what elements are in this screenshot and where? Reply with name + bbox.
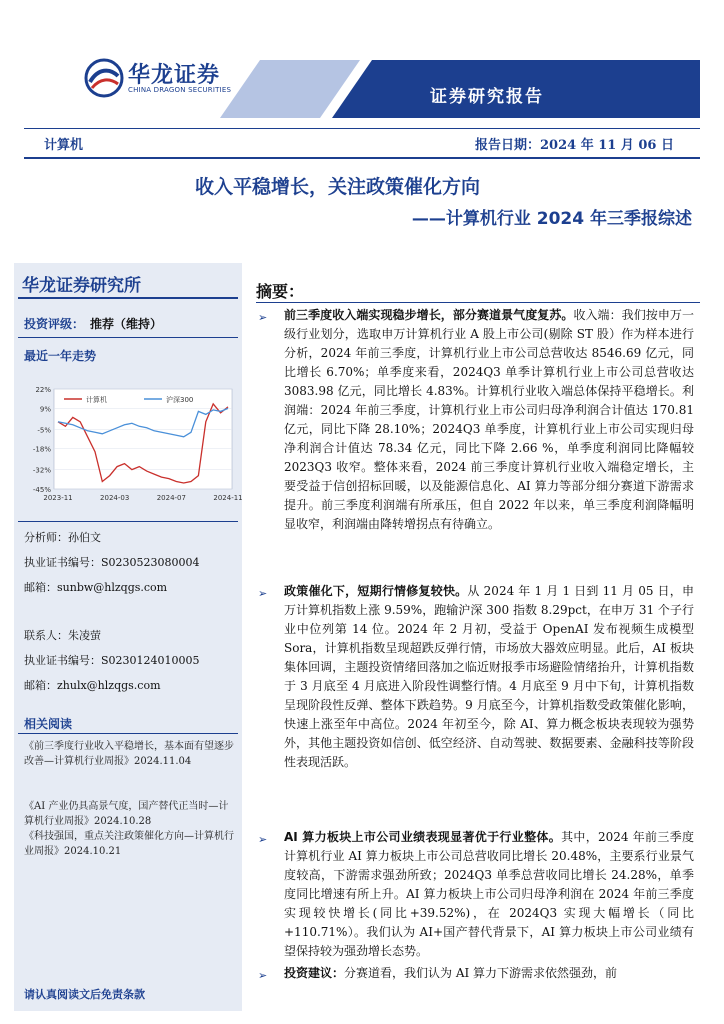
sidebar-divider (18, 733, 238, 734)
abstract-paragraph (284, 582, 694, 772)
chart-x-tick-label: 2024-11 (213, 494, 243, 502)
rating-label: 投资评级： (24, 317, 85, 331)
analyst-name: 分析师：孙伯文 (24, 531, 101, 544)
industry-label: 计算机 (44, 138, 84, 153)
institute-name: 华龙证券研究所 (22, 276, 141, 296)
header-divider (24, 128, 700, 129)
chart-y-tick-label: 22% (35, 386, 51, 394)
report-date: 报告日期：2024 年 11 月 06 日 (475, 138, 674, 153)
report-title: 收入平稳增长，关注政策催化方向 (195, 176, 481, 198)
paragraph-body: 从 2024 年 1 月 1 日到 11 月 05 日，申万计算机指数上涨 9.59%，跑输沪深 300 指数 8.29pct，在申万 31 个子行业中位列第 14 位。2024 年 2 月初，受益于 OpenAI 发布视频生成模型 Sora，计算机指数呈现超跌反弹行情，市场放大器效应明显。此后，AI 板块集体回调，主题投资情绪回落加之临近财报季市场避险情绪抬升，计算机指数于 3 月底至 4 月底进入阶段性调整行情。4 月底至 9 月中下旬，计算机指数呈现阶段性反弹、整体下跌趋势。9 月底至今，计算机指数受政策催化影响，快速上涨至年中高位。2024 年初至今，除 AI、算力概念板块表现较为强势外，其他主题投资如信创、低空经济、自动驾驶、数据要素、金融科技等阶段性表现活跃。 (284, 584, 694, 769)
paragraph-body: 其中，2024 年前三季度计算机行业 AI 算力板块上市公司总营收同比增长 20.48%，主要系行业景气度较高，下游需求强劲所致；2024Q3 单季总营收同比增长 24.28%，单季度同比增速有所上升。AI 算力板块上市公司归母净利润在 2024 年前三季度实现较快增长(同比+39.52%)，在 2024Q3 实现大幅增长（同比+110.71%）。我们认为 AI+国产替代背景下，AI 算力板块上市公司业绩有望保持较为强劲增长态势。 (284, 830, 695, 958)
trend-title: 最近一年走势 (24, 349, 97, 363)
abstract-paragraph (284, 828, 694, 961)
contact-name: 联系人：朱凌萤 (24, 629, 101, 642)
chart-x-tick-label: 2024-07 (156, 494, 186, 502)
paragraph-lead: 政策催化下，短期行情修复较快。 (284, 584, 468, 598)
paragraph-lead: AI 算力板块上市公司业绩表现显著优于行业整体。 (284, 830, 562, 844)
logo-text-en: CHINA DRAGON SECURITIES (128, 86, 232, 94)
sidebar-divider (18, 337, 238, 338)
chart-y-tick-label: -32% (32, 466, 51, 475)
chart-legend-label: 沪深300 (166, 396, 194, 404)
abstract-paragraph (284, 964, 694, 983)
report-subtitle: ——计算机行业 2024 年三季报综述 (411, 209, 692, 229)
bullet-arrow-icon: ➢ (258, 311, 268, 324)
rating-value: 推荐（维持） (90, 317, 163, 331)
related-item[interactable]: 《AI 产业仍具高景气度，国产替代正当时—计算机行业周报》2024.10.28 (24, 801, 229, 827)
header-divider-thick (24, 157, 700, 159)
chart-legend-label: 计算机 (86, 396, 107, 404)
sidebar-divider (18, 297, 238, 299)
chart-x-tick-label: 2024-03 (100, 494, 130, 502)
related-item[interactable]: 《科技强国，重点关注政策催化方向—计算机行业周报》2024.10.21 (24, 831, 234, 857)
disclaimer-note: 请认真阅读文后免责条款 (24, 988, 145, 1001)
header-banner (0, 60, 724, 118)
analyst-cert: 执业证书编号：S0230523080004 (24, 556, 200, 569)
chart-y-tick-label: -5% (37, 426, 51, 435)
chart-x-tick-label: 2023-11 (43, 494, 73, 502)
bullet-arrow-icon: ➢ (258, 969, 268, 982)
contact-cert: 执业证书编号：S0230124010005 (24, 654, 200, 667)
related-reading-title: 相关阅读 (24, 717, 73, 731)
paragraph-lead: 投资建议： (284, 966, 345, 980)
chart-y-tick-label: -18% (32, 445, 51, 454)
bullet-arrow-icon: ➢ (258, 587, 268, 600)
banner-title: 证券研究报告 (430, 87, 544, 107)
bullet-arrow-icon: ➢ (258, 833, 268, 846)
chart-y-tick-label: -45% (32, 486, 51, 494)
chart-y-tick-label: 9% (39, 405, 51, 414)
analyst-email[interactable]: 邮箱：sunbw@hlzqgs.com (24, 581, 168, 594)
paragraph-lead: 前三季度收入端实现稳步增长，部分赛道景气度复苏。 (284, 308, 574, 322)
paragraph-body: 收入端：我们按申万一级行业划分，选取申万计算机行业 A 股上市公司(剔除 ST 股）作为样本进行分析，2024 年前三季度，计算机行业上市公司总营收达 8546.69 亿元，同比增长 6.70%；单季度来看，2024Q3 单季计算机行业上市公司总营收达 3083.98 亿元，同比增长 4.83%。计算机行业收入端总体保持平稳增长。利润端：2024 年前三季度，计算机行业上市公司归母净利润合计值达 170.81 亿元，同比下降 28.10%；2024Q3 单季度，计算机行业上市公司实现归母净利润合计值达 78.34 亿元，同比下降 2.66 %，单季度利润同比降幅较 2023Q3 收窄。整体来看，2024 前三季度计算机行业收入端稳定增长，主要受益于信创招标回暖，以及能源信息化、AI 算力等部分细分赛道下游需求提升。前三季度利润端有所承压，但自 2022 年以来，单三季度利润降幅明显收窄，利润端由降转增拐点有待确立。 (284, 308, 694, 531)
paragraph-body: 分赛道看，我们认为 AI 算力下游需求依然强劲，前 (344, 966, 618, 980)
sidebar-divider (18, 521, 238, 522)
trend-chart (18, 367, 243, 507)
sidebar (14, 263, 242, 1011)
abstract-paragraph (284, 306, 694, 534)
abstract-divider (256, 302, 700, 303)
contact-email[interactable]: 邮箱：zhulx@hlzqgs.com (24, 679, 161, 692)
logo-text-cn: 华龙证券 (128, 63, 221, 88)
abstract-title: 摘要： (256, 282, 305, 301)
investment-rating (24, 315, 162, 332)
related-item[interactable]: 《前三季度行业收入平稳增长，基本面有望逐步改善—计算机行业周报》2024.11.04 (24, 741, 234, 767)
chart-plot-area (54, 389, 232, 489)
